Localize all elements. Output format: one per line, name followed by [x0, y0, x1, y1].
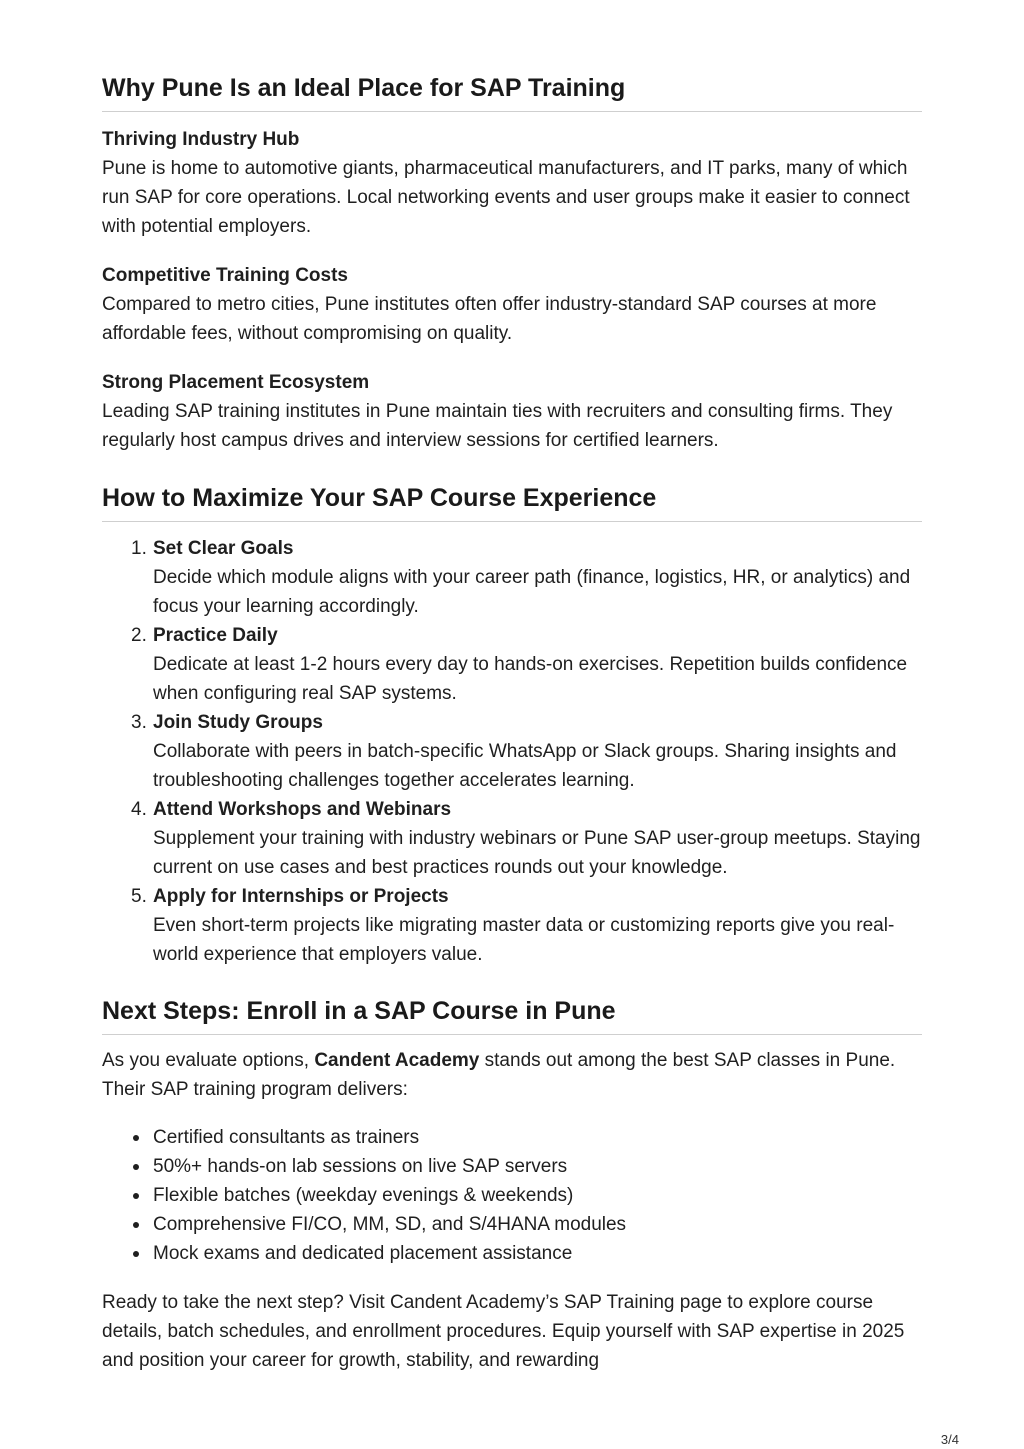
- list-item: 50%+ hands-on lab sessions on live SAP servers: [102, 1152, 922, 1181]
- step-number: 1.: [131, 538, 147, 559]
- block-text: Leading SAP training institutes in Pune maintain ties with recruiters and consulting firms. They regularly host campus drives and interview sessions for certified learners.: [102, 401, 893, 451]
- info-block: [102, 261, 922, 348]
- step-number: 5.: [131, 886, 147, 907]
- intro-text: As you evaluate options,: [102, 1050, 315, 1071]
- block-title: Competitive Training Costs: [102, 265, 348, 286]
- step-number: 4.: [131, 799, 147, 820]
- block-title: Strong Placement Ecosystem: [102, 372, 370, 393]
- list-item: Certified consultants as trainers: [102, 1123, 922, 1152]
- list-item: [102, 621, 922, 708]
- step-text: Collaborate with peers in batch-specific WhatsApp or Slack groups. Sharing insights and troubleshooting challenges together accelerates learning.: [153, 741, 897, 791]
- info-block: [102, 125, 922, 241]
- section-maximize-experience: [102, 482, 922, 969]
- list-item: [102, 534, 922, 621]
- intro-paragraph: [102, 1046, 922, 1104]
- step-number: 2.: [131, 625, 147, 646]
- steps-list: [102, 534, 922, 969]
- list-item: Mock exams and dedicated placement assistance: [102, 1239, 922, 1268]
- features-list: [102, 1123, 922, 1268]
- section-next-steps: [102, 995, 922, 1375]
- step-text: Dedicate at least 1-2 hours every day to hands-on exercises. Repetition builds confidence when configuring real SAP systems.: [153, 654, 908, 704]
- page-number: 3/4: [940, 1432, 959, 1447]
- list-item: Flexible batches (weekday evenings & weekends): [102, 1181, 922, 1210]
- step-title: Practice Daily: [153, 625, 278, 646]
- section-heading: How to Maximize Your SAP Course Experience: [102, 482, 922, 522]
- step-title: Attend Workshops and Webinars: [153, 799, 452, 820]
- step-text: Even short-term projects like migrating master data or customizing reports give you real-world experience that employers value.: [153, 915, 895, 965]
- step-title: Set Clear Goals: [153, 538, 294, 559]
- list-item: Comprehensive FI/CO, MM, SD, and S/4HANA modules: [102, 1210, 922, 1239]
- step-title: Join Study Groups: [153, 712, 323, 733]
- list-item: [102, 708, 922, 795]
- academy-name: Candent Academy: [314, 1050, 480, 1071]
- intro-text-continued: stands out among the best SAP classes in Pune. Their SAP training program delivers:: [102, 1050, 896, 1100]
- info-block: [102, 368, 922, 455]
- step-number: 3.: [131, 712, 147, 733]
- section-heading: Why Pune Is an Ideal Place for SAP Training: [102, 72, 922, 112]
- block-title: Thriving Industry Hub: [102, 129, 300, 150]
- block-text: Compared to metro cities, Pune institutes often offer industry-standard SAP courses at more affordable fees, without compromising on quality.: [102, 294, 877, 344]
- list-item: [102, 882, 922, 969]
- list-item: [102, 795, 922, 882]
- closing-paragraph: Ready to take the next step? Visit Candent Academy’s SAP Training page to explore course details, batch schedules, and enrollment procedures. Equip yourself with SAP expertise in 2025 and position your career for growth, stability, and rewarding: [102, 1292, 905, 1371]
- section-heading: Next Steps: Enroll in a SAP Course in Pune: [102, 995, 922, 1035]
- step-title: Apply for Internships or Projects: [153, 886, 449, 907]
- step-text: Decide which module aligns with your career path (finance, logistics, HR, or analytics) and focus your learning accordingly.: [153, 567, 911, 617]
- step-text: Supplement your training with industry webinars or Pune SAP user-group meetups. Staying current on use cases and best practices rounds out your knowledge.: [153, 828, 921, 878]
- block-text: Pune is home to automotive giants, pharmaceutical manufacturers, and IT parks, many of which run SAP for core operations. Local networking events and user groups make it easier to connect with potential employers.: [102, 158, 910, 237]
- section-why-pune: [102, 72, 922, 455]
